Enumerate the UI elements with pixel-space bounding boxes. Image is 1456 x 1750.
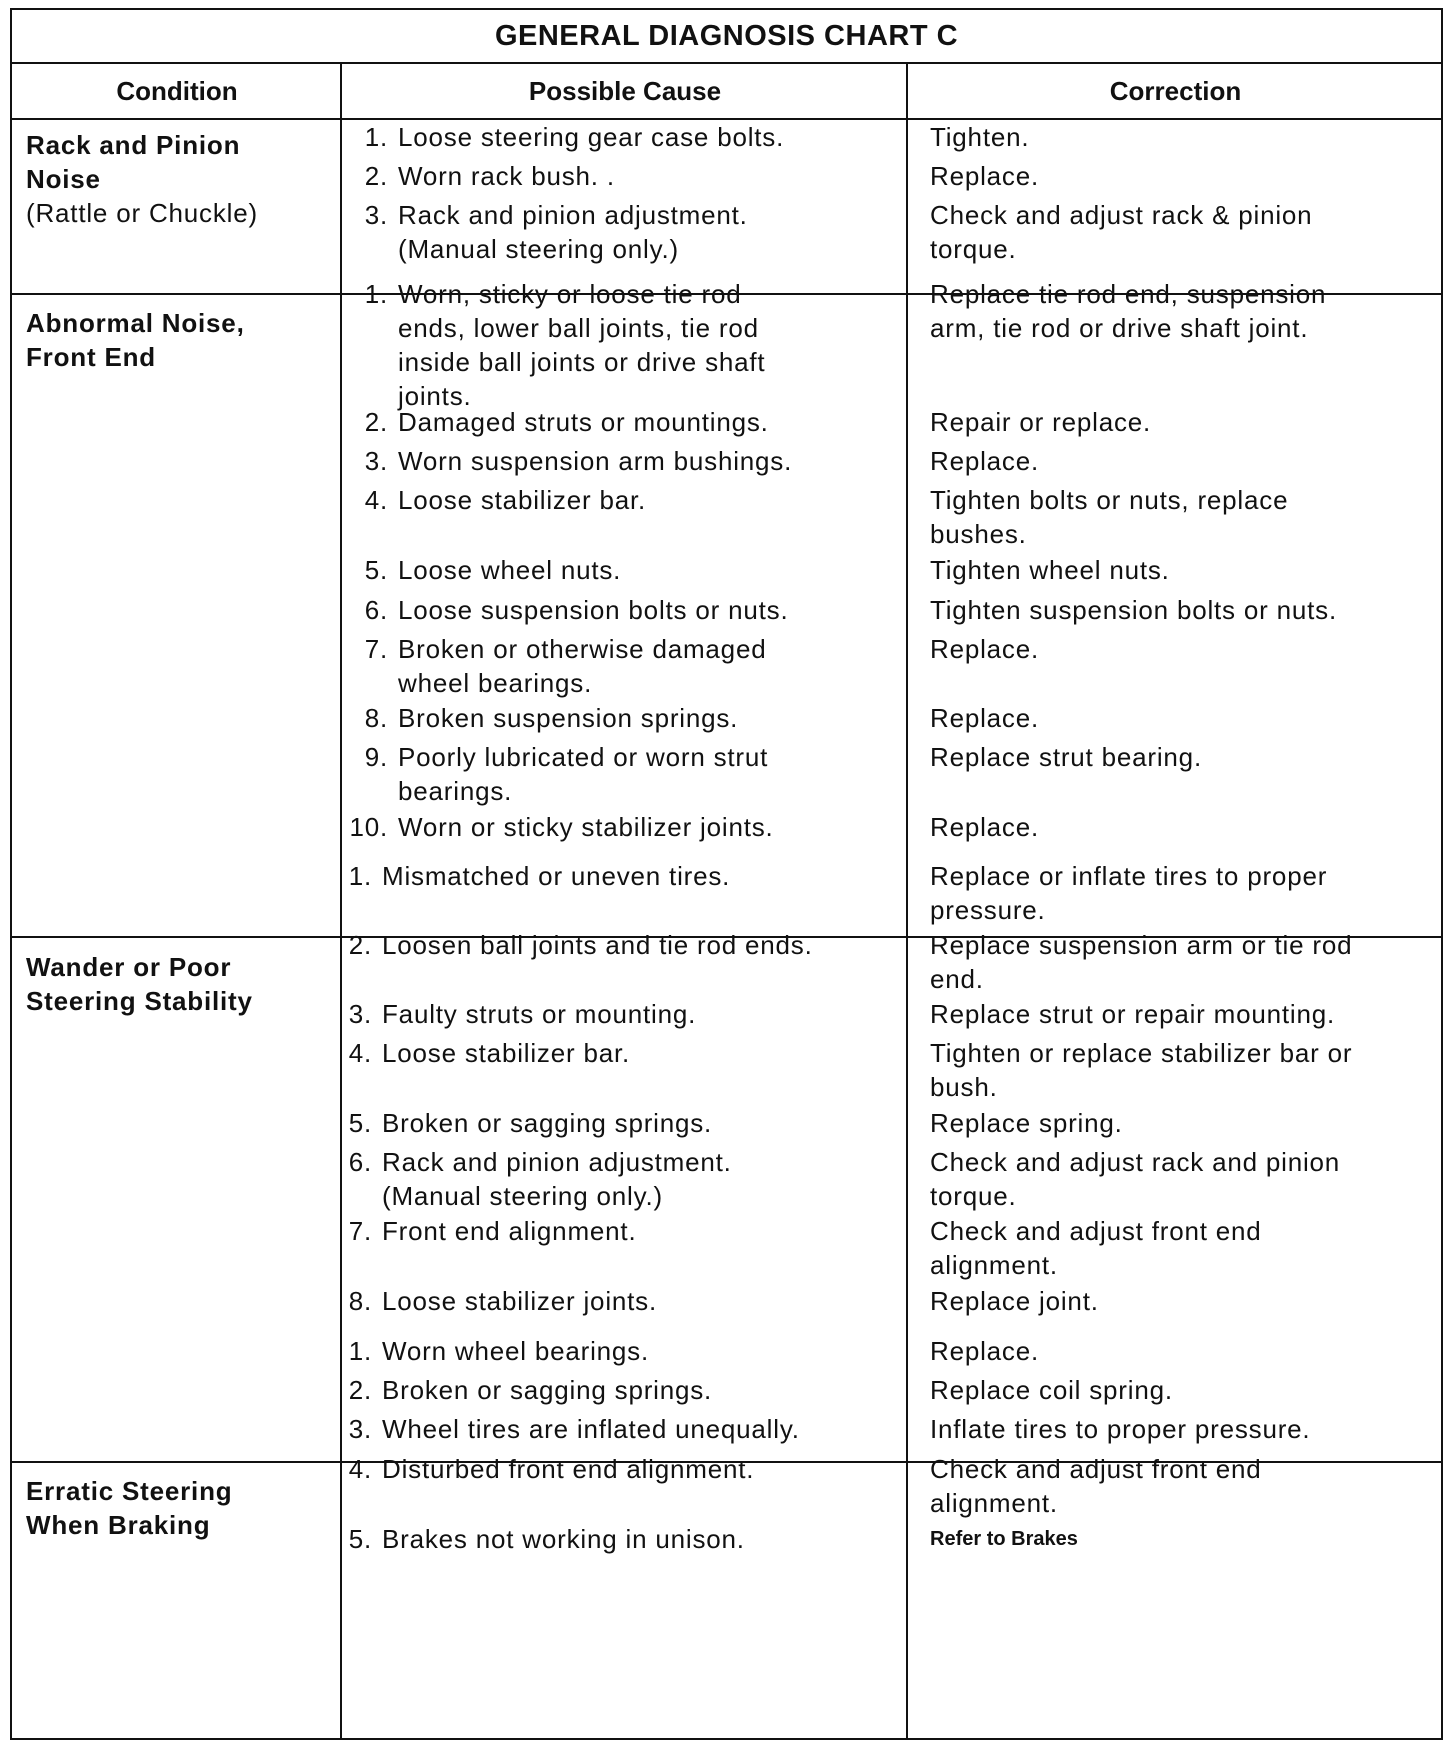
cause-number: 7. (348, 1216, 372, 1246)
cause-text (382, 859, 730, 893)
cause-cell (348, 277, 903, 413)
cause-number: 3. (364, 200, 388, 230)
condition-label: Front End (26, 342, 156, 372)
correction-line: bush. (930, 1072, 998, 1102)
correction-cell (930, 593, 1435, 627)
cause-line: Loose steering gear case bolts. (398, 122, 785, 152)
condition-label: Wander or Poor (26, 952, 232, 982)
cause-text (398, 593, 788, 627)
diagnosis-chart (10, 8, 1443, 1740)
cause-cell (348, 483, 903, 517)
cause-line: Loose stabilizer joints. (382, 1286, 657, 1316)
cause-text (398, 405, 769, 439)
cause-cell (332, 859, 887, 893)
cause-number: 3. (364, 446, 388, 476)
header-correction: Correction (1109, 76, 1242, 106)
correction-cell (930, 1334, 1435, 1368)
correction-line: Tighten suspension bolts or nuts. (930, 595, 1337, 625)
cause-line: Broken or sagging springs. (382, 1108, 713, 1138)
correction-line: Replace or inflate tires to proper (930, 861, 1328, 891)
cause-number: 2. (348, 930, 372, 960)
correction-line: end. (930, 964, 984, 994)
correction-line: torque. (930, 1181, 1017, 1211)
cause-line: Brakes not working in unison. (382, 1524, 745, 1554)
correction-line: pressure. (930, 895, 1046, 925)
cause-line: (Manual steering only.) (398, 234, 679, 264)
cause-line: (Manual steering only.) (382, 1181, 663, 1211)
correction-line: torque. (930, 234, 1017, 264)
correction-cell (930, 859, 1435, 927)
cause-text (398, 701, 738, 735)
header-possible-cause: Possible Cause (528, 76, 722, 106)
cause-number: 8. (348, 1286, 372, 1316)
cause-line: Rack and pinion adjustment. (382, 1147, 732, 1177)
cause-line: Loose suspension bolts or nuts. (398, 595, 789, 625)
cause-cell (332, 1412, 887, 1446)
correction-line: Replace suspension arm or tie rod (930, 930, 1353, 960)
cause-cell (348, 120, 903, 154)
correction-line: Replace. (930, 812, 1040, 842)
correction-cell (930, 120, 1435, 154)
condition-label: Noise (26, 164, 101, 194)
correction-cell (930, 405, 1435, 439)
cause-line: wheel bearings. (398, 668, 593, 698)
cause-text (382, 1284, 657, 1318)
correction-line: Replace strut bearing. (930, 742, 1202, 772)
cause-text (398, 277, 765, 413)
correction-line: arm, tie rod or drive shaft joint. (930, 313, 1309, 343)
cause-cell (348, 444, 903, 478)
cause-number: 8. (364, 703, 388, 733)
correction-line: alignment. (930, 1488, 1058, 1518)
correction-cell (930, 483, 1435, 551)
cause-line: Disturbed front end alignment. (382, 1454, 755, 1484)
cause-text (382, 1412, 800, 1446)
cause-cell (332, 997, 887, 1031)
cause-line: Broken or otherwise damaged (398, 634, 767, 664)
cause-line: Wheel tires are inflated unequally. (382, 1414, 800, 1444)
cause-text (382, 1036, 630, 1070)
cause-line: Loose wheel nuts. (398, 555, 622, 585)
condition-abnormal-noise (26, 306, 336, 374)
cause-cell (348, 405, 903, 439)
cause-line: Poorly lubricated or worn strut (398, 742, 769, 772)
cause-text (382, 1334, 649, 1368)
cause-number: 1. (348, 1336, 372, 1366)
condition-sublabel: (Rattle or Chuckle) (26, 198, 258, 228)
cause-line: Broken or sagging springs. (382, 1375, 713, 1405)
cause-number: 3. (348, 999, 372, 1029)
correction-line: Replace strut or repair mounting. (930, 999, 1336, 1029)
cause-line: bearings. (398, 776, 513, 806)
cause-text (398, 810, 774, 844)
condition-label: Abnormal Noise, (26, 308, 245, 338)
cause-cell (332, 928, 887, 962)
correction-line: Repair or replace. (930, 407, 1152, 437)
cause-text (382, 1214, 636, 1248)
cause-line: Worn wheel bearings. (382, 1336, 649, 1366)
cause-line: inside ball joints or drive shaft (398, 347, 766, 377)
correction-line: Replace. (930, 1336, 1040, 1366)
cause-cell (348, 740, 903, 808)
correction-cell (930, 1412, 1435, 1446)
cause-number: 2. (364, 161, 388, 191)
correction-line: Check and adjust rack and pinion (930, 1147, 1341, 1177)
cause-cell (348, 198, 903, 266)
cause-cell (348, 701, 903, 735)
correction-line: Check and adjust rack & pinion (930, 200, 1313, 230)
cause-line: Faulty struts or mounting. (382, 999, 697, 1029)
header-condition: Condition (116, 76, 238, 106)
cause-number: 5. (364, 555, 388, 585)
cause-cell (348, 632, 903, 700)
cause-text (398, 444, 792, 478)
cause-cell (348, 553, 903, 587)
correction-cell (930, 701, 1435, 735)
cause-number: 6. (348, 1147, 372, 1177)
cause-number: 2. (364, 407, 388, 437)
cause-text (382, 1452, 754, 1486)
correction-cell (930, 1214, 1435, 1282)
cause-number: 1. (348, 861, 372, 891)
cause-line: Worn rack bush. . (398, 161, 615, 191)
cause-text (382, 997, 696, 1031)
correction-cell (930, 198, 1435, 266)
cause-number: 6. (364, 595, 388, 625)
cause-line: Damaged struts or mountings. (398, 407, 769, 437)
cause-line: Broken suspension springs. (398, 703, 739, 733)
cause-number: 3. (348, 1414, 372, 1444)
cause-number: 7. (364, 634, 388, 664)
correction-cell (930, 928, 1435, 996)
cause-number: 4. (364, 485, 388, 515)
chart-title: GENERAL DIAGNOSIS CHART C (12, 10, 1441, 64)
cause-cell (332, 1373, 887, 1407)
correction-cell (930, 997, 1435, 1031)
cause-cell (348, 159, 903, 193)
condition-rack-pinion-noise (26, 128, 336, 230)
cause-cell (332, 1284, 887, 1318)
cause-cell (332, 1036, 887, 1070)
correction-cell (930, 159, 1435, 193)
correction-cell (930, 1036, 1435, 1104)
cause-number: 1. (364, 122, 388, 152)
correction-line: Check and adjust front end (930, 1216, 1262, 1246)
correction-cell (930, 632, 1435, 666)
cause-line: Loosen ball joints and tie rod ends. (382, 930, 813, 960)
correction-line: Tighten wheel nuts. (930, 555, 1170, 585)
cause-line: joints. (398, 381, 472, 411)
cause-cell (332, 1452, 887, 1486)
correction-line: Replace spring. (930, 1108, 1123, 1138)
correction-line: Tighten or replace stabilizer bar or (930, 1038, 1353, 1068)
cause-number: 9. (364, 742, 388, 772)
cause-line: Loose stabilizer bar. (398, 485, 647, 515)
correction-line: alignment. (930, 1250, 1058, 1280)
cause-cell (348, 810, 903, 844)
correction-line: Replace. (930, 161, 1040, 191)
correction-line: Replace tie rod end, suspension (930, 279, 1327, 309)
correction-cell (930, 1284, 1435, 1318)
cause-number: 5. (348, 1524, 372, 1554)
cause-text (398, 159, 615, 193)
cause-line: Worn, sticky or loose tie rod (398, 279, 742, 309)
column-divider-2 (906, 64, 908, 1738)
correction-line: Replace coil spring. (930, 1375, 1173, 1405)
cause-line: Worn or sticky stabilizer joints. (398, 812, 774, 842)
cause-text (398, 632, 766, 700)
cause-text (398, 120, 784, 154)
cause-line: Worn suspension arm bushings. (398, 446, 793, 476)
cause-cell (348, 593, 903, 627)
correction-cell (930, 1373, 1435, 1407)
correction-cell (930, 1106, 1435, 1140)
condition-label: When Braking (26, 1510, 211, 1540)
correction-line: Replace. (930, 446, 1040, 476)
condition-label: Steering Stability (26, 986, 253, 1016)
correction-line: Replace. (930, 634, 1040, 664)
cause-number: 10. (349, 812, 388, 842)
column-divider-1 (340, 64, 342, 1738)
condition-erratic-steering (26, 1474, 336, 1542)
cause-number: 1. (364, 279, 388, 309)
correction-line: Replace. (930, 703, 1040, 733)
cause-cell (332, 1106, 887, 1140)
correction-line: Inflate tires to proper pressure. (930, 1414, 1311, 1444)
correction-cell (930, 1452, 1435, 1520)
condition-wander (26, 950, 336, 1018)
correction-cell (930, 1522, 1435, 1556)
correction-cell (930, 740, 1435, 774)
cause-cell (332, 1522, 887, 1556)
cause-number: 4. (348, 1038, 372, 1068)
cause-text (382, 1145, 732, 1213)
cause-cell (332, 1214, 887, 1248)
cause-text (398, 483, 646, 517)
condition-label: Rack and Pinion (26, 130, 241, 160)
cause-text (398, 740, 768, 808)
cause-number: 2. (348, 1375, 372, 1405)
cause-cell (332, 1334, 887, 1368)
cause-line: Front end alignment. (382, 1216, 637, 1246)
cause-line: Loose stabilizer bar. (382, 1038, 631, 1068)
correction-line: Tighten. (930, 122, 1030, 152)
correction-cell (930, 277, 1435, 345)
correction-line: Tighten bolts or nuts, replace (930, 485, 1289, 515)
condition-label: Erratic Steering (26, 1476, 233, 1506)
cause-text (398, 553, 621, 587)
correction-line: Replace joint. (930, 1286, 1099, 1316)
correction-cell (930, 1145, 1435, 1213)
correction-cell (930, 810, 1435, 844)
correction-line: bushes. (930, 519, 1027, 549)
cause-text (382, 1522, 745, 1556)
cause-text (382, 928, 813, 962)
cause-text (398, 198, 748, 266)
correction-line: Check and adjust front end (930, 1454, 1262, 1484)
correction-line: Refer to Brakes (930, 1528, 1078, 1550)
cause-text (382, 1373, 712, 1407)
cause-number: 5. (348, 1108, 372, 1138)
correction-cell (930, 444, 1435, 478)
cause-number: 4. (348, 1454, 372, 1484)
correction-cell (930, 553, 1435, 587)
cause-line: ends, lower ball joints, tie rod (398, 313, 759, 343)
cause-line: Rack and pinion adjustment. (398, 200, 748, 230)
cause-cell (332, 1145, 887, 1213)
cause-text (382, 1106, 712, 1140)
cause-line: Mismatched or uneven tires. (382, 861, 731, 891)
